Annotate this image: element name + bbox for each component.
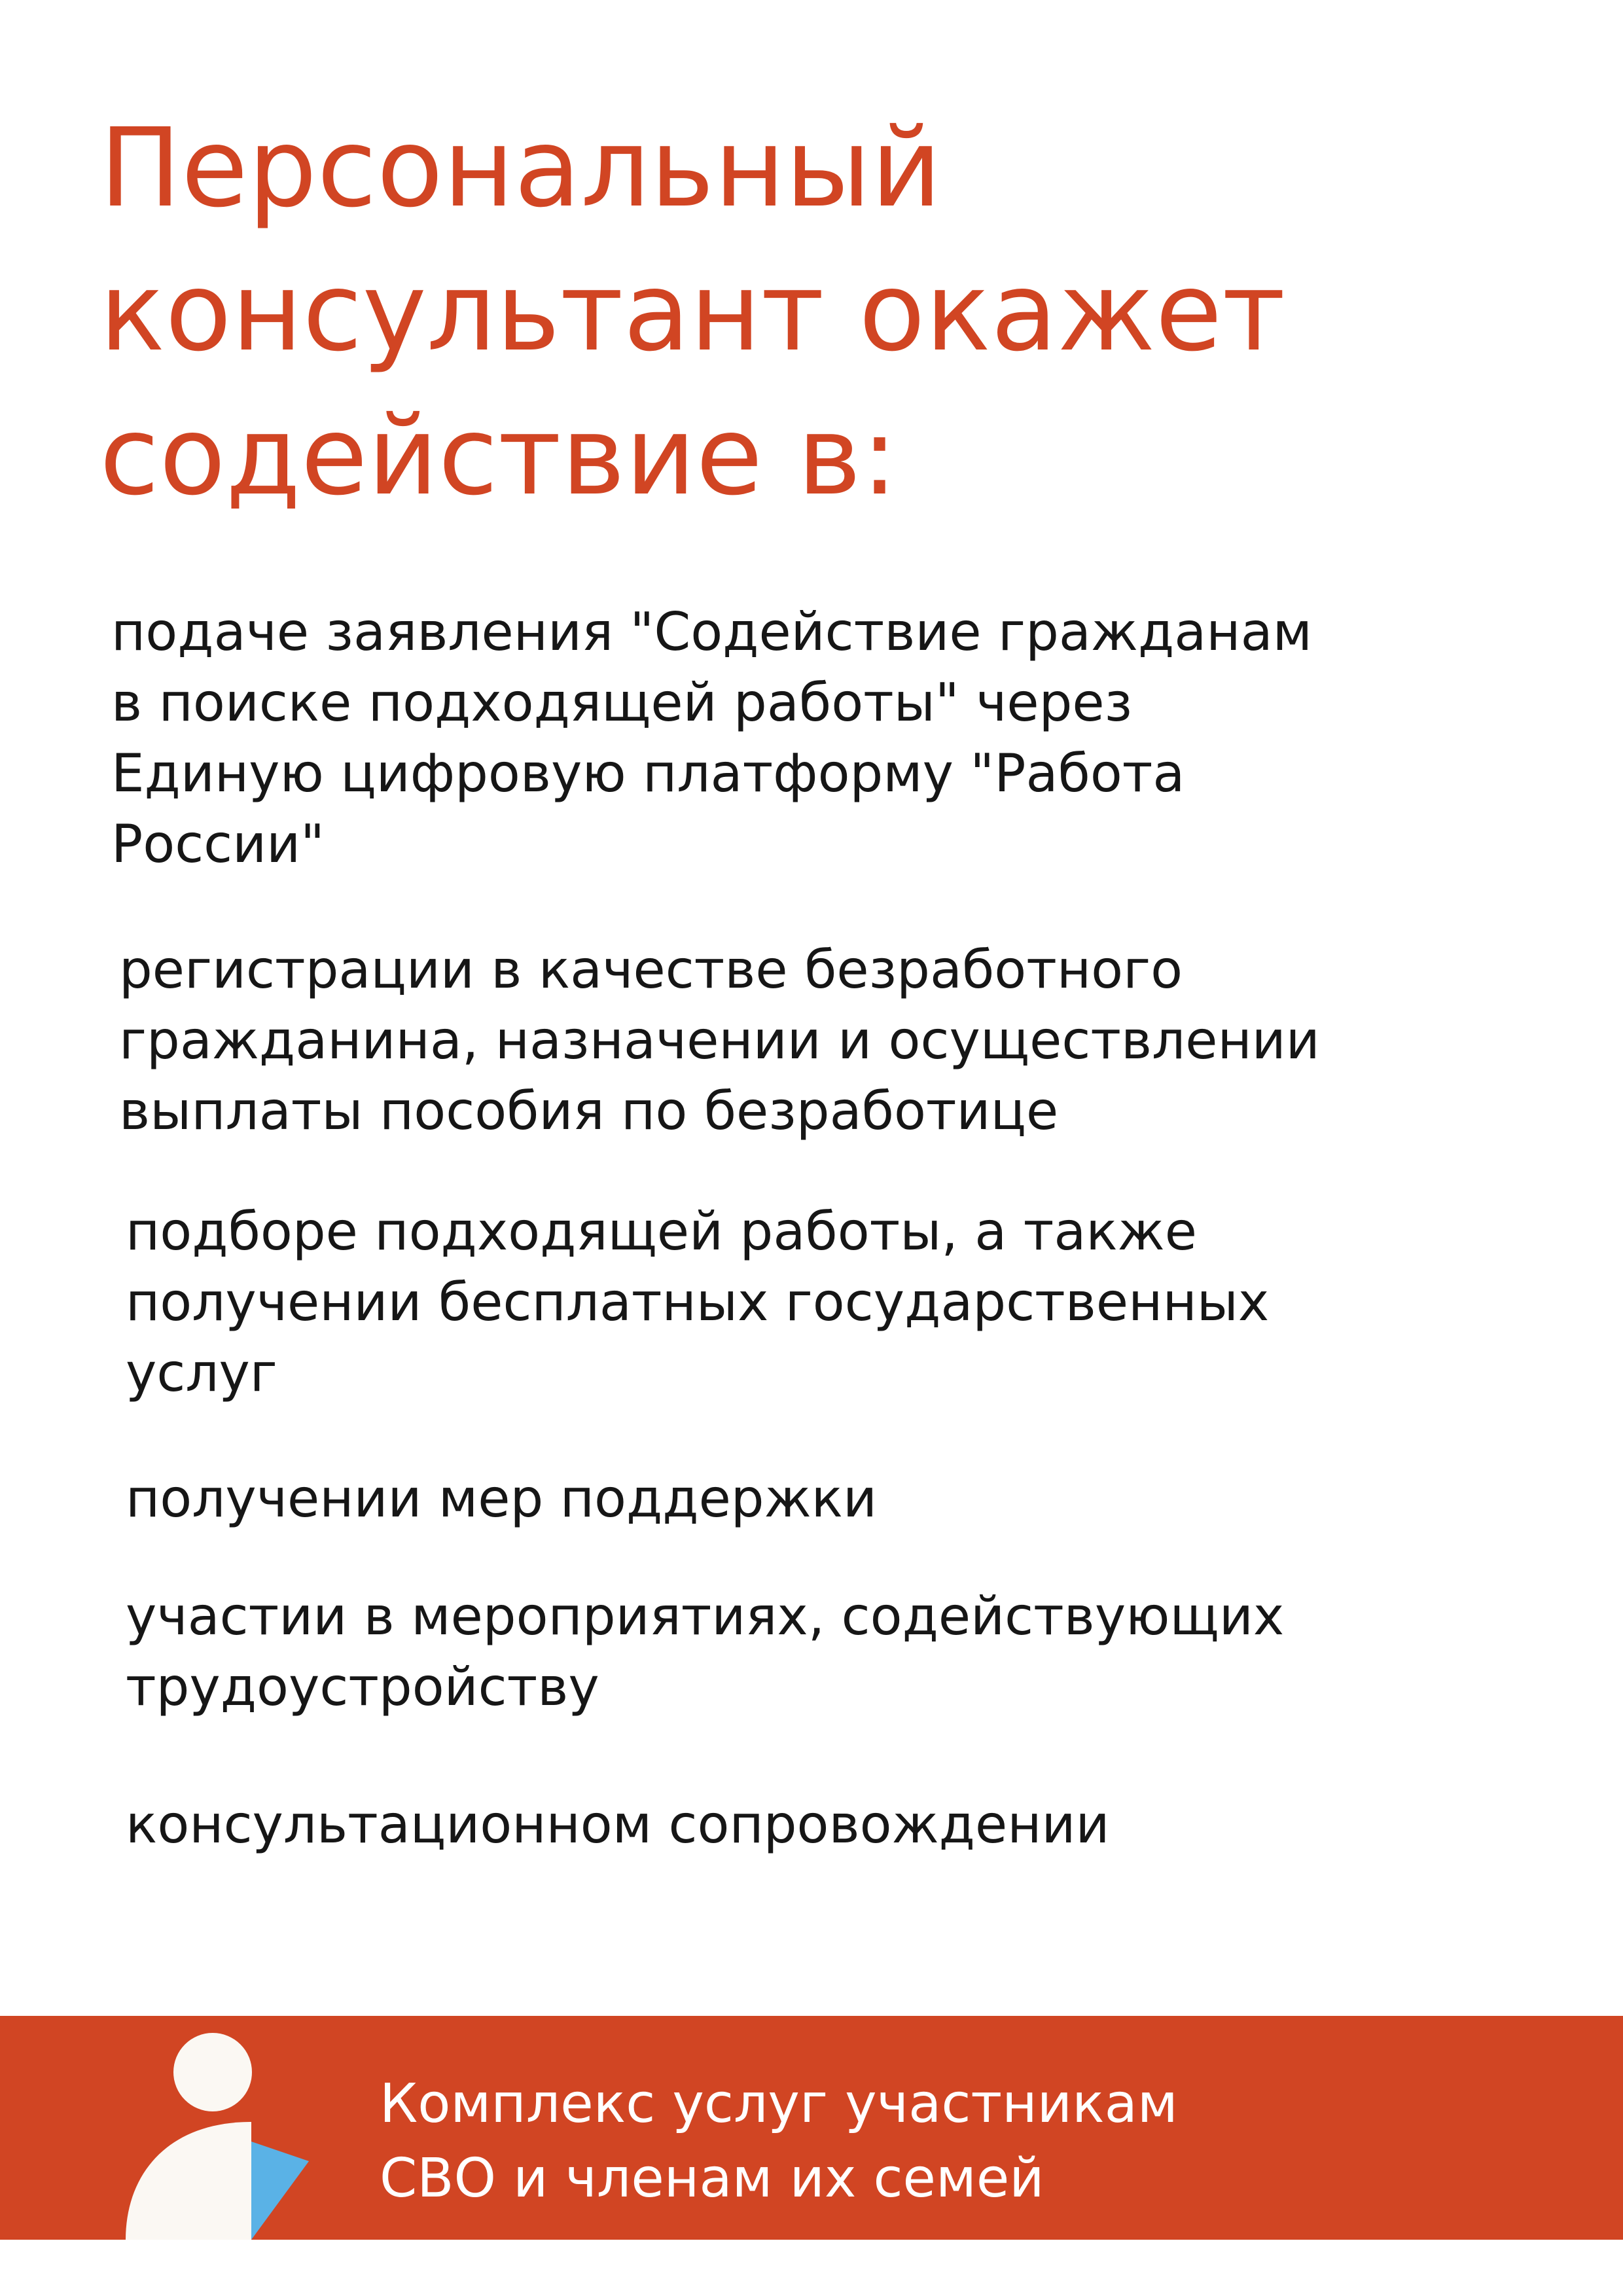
list-item-support <box>126 1463 877 1534</box>
list-item-line: консультационном сопровождении <box>126 1794 1110 1855</box>
list-item-line: гражданина, назначении и осуществлении <box>119 1010 1320 1071</box>
list-item-line: получении бесплатных государственных <box>126 1272 1270 1333</box>
footer-text <box>380 2067 1178 2216</box>
list-item-application <box>111 597 1312 880</box>
footer-line: СВО и членам их семей <box>380 2147 1044 2210</box>
title-line: содействие в: <box>99 393 898 520</box>
title-line: Персональный <box>99 105 942 232</box>
list-item-line: услуг <box>126 1342 277 1403</box>
title-line: консультант окажет <box>99 249 1286 376</box>
page-title <box>99 97 1539 529</box>
list-item-events <box>126 1581 1284 1723</box>
list-item-line: в поиске подходящей работы" через <box>111 672 1133 733</box>
list-item-job-search <box>126 1196 1269 1408</box>
list-item-line: регистрации в качестве безработного <box>119 939 1183 1000</box>
list-item-line: участии в мероприятиях, содействующих <box>126 1586 1285 1647</box>
list-item-line: трудоустройству <box>126 1657 599 1717</box>
list-item-line: Единую цифровую платформу "Работа <box>111 743 1185 804</box>
list-item-consulting <box>126 1789 1109 1860</box>
footer-line: Комплекс услуг участникам <box>380 2073 1178 2135</box>
list-item-line: России" <box>111 814 325 874</box>
list-item-line: подаче заявления "Содействие гражданам <box>111 601 1312 662</box>
footer-banner <box>0 2016 1623 2240</box>
list-item-registration <box>119 935 1320 1147</box>
list-item-line: получении мер поддержки <box>126 1468 877 1529</box>
list-item-line: выплаты пособия по безработице <box>119 1081 1059 1141</box>
person-icon <box>122 2016 318 2240</box>
list-item-line: подборе подходящей работы, а также <box>126 1201 1197 1262</box>
